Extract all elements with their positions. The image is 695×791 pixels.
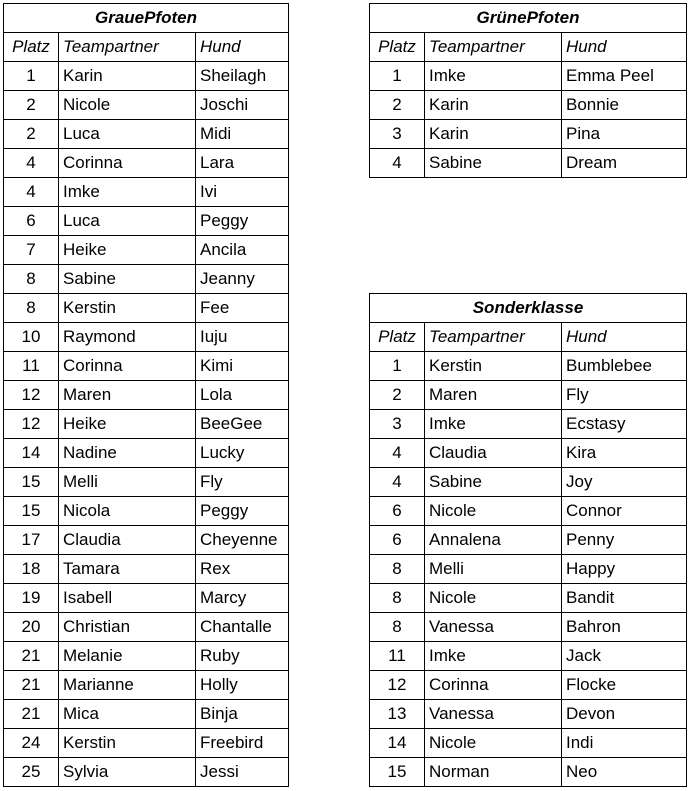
hund-cell: Binja [196, 700, 289, 729]
platz-cell: 11 [4, 352, 59, 381]
graue-pfoten-table [3, 3, 289, 787]
table-row [370, 410, 687, 439]
teampartner-cell: Maren [59, 381, 196, 410]
platz-cell: 1 [370, 62, 425, 91]
platz-cell: 25 [4, 758, 59, 787]
platz-cell: 4 [4, 149, 59, 178]
platz-cell: 15 [370, 758, 425, 787]
teampartner-cell: Isabell [59, 584, 196, 613]
hund-cell: Peggy [196, 207, 289, 236]
hund-header: Hund [562, 323, 687, 352]
hund-cell: Cheyenne [196, 526, 289, 555]
teampartner-cell: Nicole [425, 584, 562, 613]
hund-cell: Ivi [196, 178, 289, 207]
teampartner-cell: Melli [425, 555, 562, 584]
hund-header: Hund [196, 33, 289, 62]
teampartner-header: Teampartner [59, 33, 196, 62]
hund-cell: Fly [196, 468, 289, 497]
hund-cell: Sheilagh [196, 62, 289, 91]
table-row [370, 758, 687, 787]
table-row [370, 584, 687, 613]
teampartner-cell: Nicole [59, 91, 196, 120]
table-row [370, 497, 687, 526]
platz-cell: 4 [370, 149, 425, 178]
table-row [4, 729, 289, 758]
sonderklasse-table [369, 293, 687, 787]
platz-cell: 20 [4, 613, 59, 642]
platz-cell: 4 [4, 178, 59, 207]
platz-cell: 8 [4, 294, 59, 323]
teampartner-cell: Imke [59, 178, 196, 207]
teampartner-cell: Nicola [59, 497, 196, 526]
graue-pfoten-title: GrauePfoten [4, 4, 289, 33]
platz-cell: 10 [4, 323, 59, 352]
table-row [4, 613, 289, 642]
platz-cell: 11 [370, 642, 425, 671]
hund-cell: Joschi [196, 91, 289, 120]
table-row [4, 149, 289, 178]
teampartner-cell: Kerstin [425, 352, 562, 381]
hund-cell: BeeGee [196, 410, 289, 439]
teampartner-cell: Imke [425, 62, 562, 91]
platz-cell: 17 [4, 526, 59, 555]
hund-cell: Bahron [562, 613, 687, 642]
table-row [370, 149, 687, 178]
hund-cell: Ecstasy [562, 410, 687, 439]
hund-cell: Ruby [196, 642, 289, 671]
table-row [370, 468, 687, 497]
table-row [4, 584, 289, 613]
teampartner-cell: Claudia [425, 439, 562, 468]
platz-cell: 6 [4, 207, 59, 236]
table-row [370, 729, 687, 758]
hund-cell: Dream [562, 149, 687, 178]
table-row [4, 120, 289, 149]
teampartner-header: Teampartner [425, 323, 562, 352]
platz-cell: 1 [370, 352, 425, 381]
hund-cell: Penny [562, 526, 687, 555]
table-row [4, 323, 289, 352]
table-row [4, 62, 289, 91]
platz-cell: 19 [4, 584, 59, 613]
hund-cell: Fee [196, 294, 289, 323]
table-row [370, 62, 687, 91]
teampartner-cell: Karin [59, 62, 196, 91]
hund-cell: Fly [562, 381, 687, 410]
hund-cell: Neo [562, 758, 687, 787]
hund-cell: Ancila [196, 236, 289, 265]
sonderklasse-title: Sonderklasse [370, 294, 687, 323]
platz-cell: 15 [4, 497, 59, 526]
platz-cell: 3 [370, 410, 425, 439]
teampartner-cell: Corinna [425, 671, 562, 700]
platz-cell: 4 [370, 439, 425, 468]
hund-cell: Chantalle [196, 613, 289, 642]
platz-cell: 8 [370, 613, 425, 642]
hund-cell: Bumblebee [562, 352, 687, 381]
teampartner-cell: Marianne [59, 671, 196, 700]
platz-cell: 1 [4, 62, 59, 91]
teampartner-cell: Kerstin [59, 294, 196, 323]
teampartner-cell: Melanie [59, 642, 196, 671]
table-row [370, 526, 687, 555]
teampartner-cell: Maren [425, 381, 562, 410]
teampartner-cell: Nicole [425, 729, 562, 758]
teampartner-cell: Melli [59, 468, 196, 497]
platz-cell: 6 [370, 497, 425, 526]
teampartner-cell: Heike [59, 236, 196, 265]
hund-cell: Bandit [562, 584, 687, 613]
teampartner-cell: Imke [425, 410, 562, 439]
teampartner-cell: Annalena [425, 526, 562, 555]
teampartner-header: Teampartner [425, 33, 562, 62]
teampartner-cell: Vanessa [425, 700, 562, 729]
hund-cell: Kira [562, 439, 687, 468]
teampartner-cell: Heike [59, 410, 196, 439]
teampartner-cell: Sabine [425, 468, 562, 497]
table-row [4, 207, 289, 236]
hund-cell: Holly [196, 671, 289, 700]
table-row [4, 700, 289, 729]
hund-cell: Connor [562, 497, 687, 526]
hund-cell: Peggy [196, 497, 289, 526]
table-row [370, 381, 687, 410]
platz-cell: 8 [370, 555, 425, 584]
teampartner-cell: Karin [425, 91, 562, 120]
hund-cell: Devon [562, 700, 687, 729]
hund-cell: Freebird [196, 729, 289, 758]
hund-cell: Flocke [562, 671, 687, 700]
platz-header: Platz [370, 323, 425, 352]
platz-cell: 12 [4, 410, 59, 439]
hund-cell: Iuju [196, 323, 289, 352]
teampartner-cell: Kerstin [59, 729, 196, 758]
table-row [370, 555, 687, 584]
teampartner-cell: Claudia [59, 526, 196, 555]
teampartner-cell: Raymond [59, 323, 196, 352]
platz-cell: 12 [4, 381, 59, 410]
teampartner-cell: Sabine [59, 265, 196, 294]
platz-cell: 2 [4, 120, 59, 149]
hund-cell: Marcy [196, 584, 289, 613]
platz-cell: 2 [4, 91, 59, 120]
platz-cell: 18 [4, 555, 59, 584]
platz-header: Platz [4, 33, 59, 62]
hund-header: Hund [562, 33, 687, 62]
gruene-pfoten-title: GrünePfoten [370, 4, 687, 33]
platz-cell: 21 [4, 642, 59, 671]
teampartner-cell: Tamara [59, 555, 196, 584]
table-row [4, 236, 289, 265]
table-row [4, 410, 289, 439]
platz-cell: 2 [370, 91, 425, 120]
platz-cell: 21 [4, 671, 59, 700]
hund-cell: Jack [562, 642, 687, 671]
teampartner-cell: Christian [59, 613, 196, 642]
hund-cell: Indi [562, 729, 687, 758]
table-row [4, 265, 289, 294]
table-row [4, 294, 289, 323]
table-row [4, 526, 289, 555]
platz-cell: 2 [370, 381, 425, 410]
hund-cell: Happy [562, 555, 687, 584]
teampartner-cell: Luca [59, 120, 196, 149]
hund-cell: Lara [196, 149, 289, 178]
hund-cell: Joy [562, 468, 687, 497]
table-row [4, 178, 289, 207]
hund-cell: Emma Peel [562, 62, 687, 91]
table-row [370, 91, 687, 120]
platz-cell: 6 [370, 526, 425, 555]
hund-cell: Midi [196, 120, 289, 149]
hund-cell: Pina [562, 120, 687, 149]
platz-cell: 8 [370, 584, 425, 613]
table-row [370, 642, 687, 671]
table-row [4, 91, 289, 120]
platz-cell: 14 [4, 439, 59, 468]
platz-cell: 13 [370, 700, 425, 729]
hund-cell: Kimi [196, 352, 289, 381]
teampartner-cell: Nicole [425, 497, 562, 526]
table-row [370, 120, 687, 149]
platz-cell: 21 [4, 700, 59, 729]
teampartner-cell: Sabine [425, 149, 562, 178]
teampartner-cell: Corinna [59, 352, 196, 381]
hund-cell: Jessi [196, 758, 289, 787]
table-row [4, 758, 289, 787]
platz-cell: 8 [4, 265, 59, 294]
hund-cell: Rex [196, 555, 289, 584]
table-row [4, 671, 289, 700]
hund-cell: Lola [196, 381, 289, 410]
table-row [4, 468, 289, 497]
table-row [4, 381, 289, 410]
teampartner-cell: Corinna [59, 149, 196, 178]
table-row [4, 439, 289, 468]
table-row [370, 613, 687, 642]
table-row [370, 700, 687, 729]
hund-cell: Jeanny [196, 265, 289, 294]
teampartner-cell: Karin [425, 120, 562, 149]
table-row [4, 642, 289, 671]
platz-cell: 7 [4, 236, 59, 265]
teampartner-cell: Imke [425, 642, 562, 671]
table-row [370, 352, 687, 381]
table-row [4, 555, 289, 584]
teampartner-cell: Vanessa [425, 613, 562, 642]
table-row [370, 671, 687, 700]
gruene-pfoten-table [369, 3, 687, 178]
table-row [4, 352, 289, 381]
platz-cell: 15 [4, 468, 59, 497]
teampartner-cell: Norman [425, 758, 562, 787]
platz-cell: 14 [370, 729, 425, 758]
teampartner-cell: Sylvia [59, 758, 196, 787]
teampartner-cell: Mica [59, 700, 196, 729]
table-row [4, 497, 289, 526]
teampartner-cell: Nadine [59, 439, 196, 468]
platz-cell: 4 [370, 468, 425, 497]
platz-cell: 24 [4, 729, 59, 758]
hund-cell: Lucky [196, 439, 289, 468]
platz-cell: 12 [370, 671, 425, 700]
platz-header: Platz [370, 33, 425, 62]
hund-cell: Bonnie [562, 91, 687, 120]
platz-cell: 3 [370, 120, 425, 149]
table-row [370, 439, 687, 468]
teampartner-cell: Luca [59, 207, 196, 236]
